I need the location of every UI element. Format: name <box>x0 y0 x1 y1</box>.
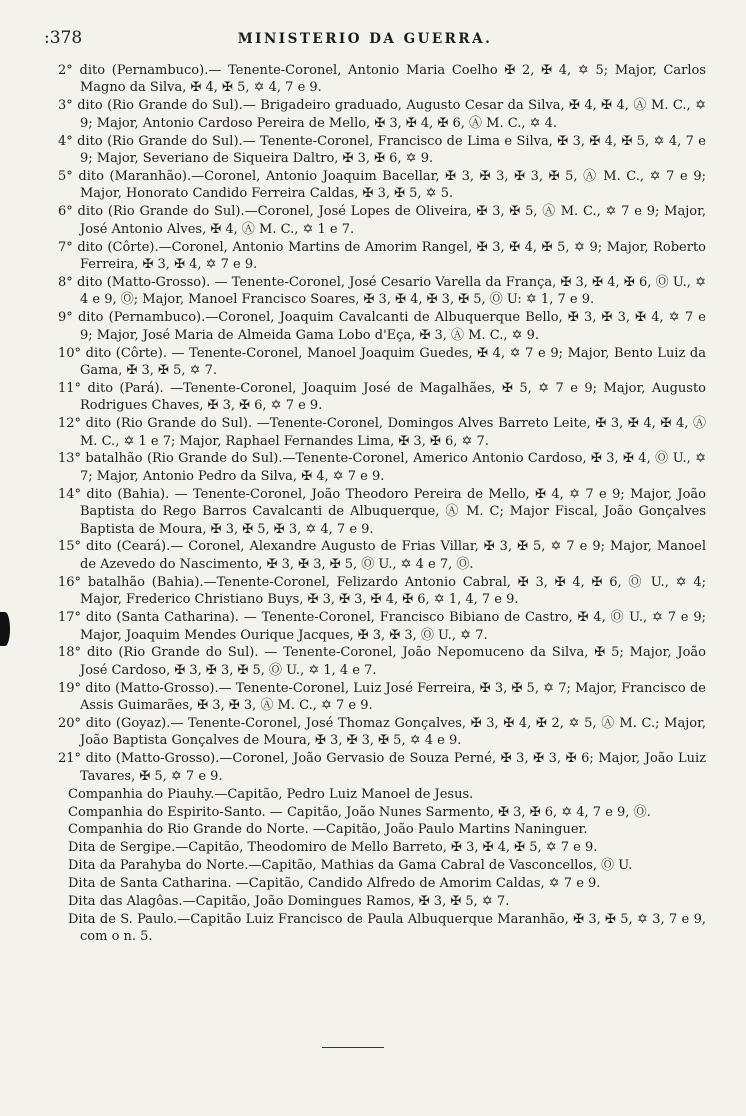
battalion-entry: 12° dito (Rio Grande do Sul). —Tenente-Coronel, Domingos Alves Barreto Leite, ✠ 3, ✠ 4, ✠ 4, Ⓐ M. C., ✡ 1 e 7; Major, Raphael Fernandes Lima, ✠ 3, ✠ 6, ✡ 7. <box>58 416 706 449</box>
company-entry: Dita de Santa Catharina. —Capitão, Candido Alfredo de Amorim Caldas, ✡ 7 e 9. <box>68 876 601 892</box>
company-entry: Companhia do Piauhy.—Capitão, Pedro Luiz Manoel de Jesus. <box>68 786 474 802</box>
battalion-entry: 5° dito (Maranhão).—Coronel, Antonio Joaquim Bacellar, ✠ 3, ✠ 3, ✠ 3, ✠ 5, Ⓐ M. C., ✡ 7 e 9; Major, Honorato Candido Ferreira Caldas, ✠ 3, ✠ 5, ✡ 5. <box>58 168 706 202</box>
page-header <box>44 28 706 62</box>
battalion-entry: 19° dito (Matto-Grosso).— Tenente-Coronel, Luiz José Ferreira, ✠ 3, ✠ 5, ✡ 7; Major, Francisco de Assis Guimarães, ✠ 3, ✠ 3, Ⓐ M. C., ✡ 7 e 9. <box>58 680 706 714</box>
battalion-entry: 6° dito (Rio Grande do Sul).—Coronel, José Lopes de Oliveira, ✠ 3, ✠ 5, Ⓐ M. C., ✡ 7 e 9; Major, José Antonio Alves, ✠ 4, Ⓐ M. C., ✡ 1 e 7. <box>58 204 706 237</box>
battalion-entry: 14° dito (Bahia). — Tenente-Coronel, João Theodoro Pereira de Mello, ✠ 4, ✡ 7 e 9; Major, João Baptista do Rego Barros Cavalcanti de Albuquerque, Ⓐ M. C; Major Fiscal, João Gonçalves Baptista de Moura, ✠ 3, ✠ 5, ✠ 3, ✡ 4, 7 e 9. <box>58 486 706 537</box>
battalion-entry: 13° batalhão (Rio Grande do Sul).—Tenente-Coronel, Americo Antonio Cardoso, ✠ 3, ✠ 4, Ⓞ U., ✡ 7; Major, Antonio Pedro da Silva, ✠ 4, ✡ 7 e 9. <box>58 451 706 484</box>
battalion-entry: 7° dito (Côrte).—Coronel, Antonio Martins de Amorim Rangel, ✠ 3, ✠ 4, ✠ 5, ✡ 9; Major, Roberto Ferreira, ✠ 3, ✠ 4, ✡ 7 e 9. <box>58 239 706 272</box>
battalion-entry: 21° dito (Matto-Grosso).—Coronel, João Gervasio de Souza Perné, ✠ 3, ✠ 3, ✠ 6; Major, João Luiz Tavares, ✠ 5, ✡ 7 e 9. <box>58 751 706 784</box>
battalion-entry: 16° batalhão (Bahia).—Tenente-Coronel, Felizardo Antonio Cabral, ✠ 3, ✠ 4, ✠ 6, Ⓞ U., ✡ 4; Major, Frederico Christiano Buys, ✠ 3, ✠ 3, ✠ 4, ✠ 6, ✡ 1, 4, 7 e 9. <box>58 574 706 608</box>
battalion-entry: 8° dito (Matto-Grosso). — Tenente-Coronel, José Cesario Varella da França, ✠ 3, ✠ 4, ✠ 6, Ⓞ U., ✡ 4 e 9, Ⓞ; Major, Manoel Francisco Soares, ✠ 3, ✠ 4, ✠ 3, ✠ 5, Ⓞ U: ✡ 1, 7 e 9. <box>58 274 706 308</box>
battalion-entry: 9° dito (Pernambuco).—Coronel, Joaquim Cavalcanti de Albuquerque Bello, ✠ 3, ✠ 3, ✠ 4, ✡ 7 e 9; Major, José Maria de Almeida Gama Lobo d'Eça, ✠ 3, Ⓐ M. C., ✡ 9. <box>58 310 706 343</box>
page-number: :378 <box>44 28 83 48</box>
roster-entries <box>58 62 706 946</box>
company-entry: Companhia do Rio Grande do Norte. —Capitão, João Paulo Martins Naninguer. <box>68 822 588 838</box>
battalion-entry: 20° dito (Goyaz).— Tenente-Coronel, José Thomaz Gonçalves, ✠ 3, ✠ 4, ✠ 2, ✡ 5, Ⓐ M. C.; Major, João Baptista Gonçalves de Moura, ✠ 3, ✠ 3, ✠ 5, ✡ 4 e 9. <box>58 716 706 749</box>
company-entry: Dita das Alagôas.—Capitão, João Domingues Ramos, ✠ 3, ✠ 5, ✡ 7. <box>68 894 510 910</box>
end-rule <box>322 1047 384 1048</box>
battalion-entry: 2° dito (Pernambuco).— Tenente-Coronel, Antonio Maria Coelho ✠ 2, ✠ 4, ✡ 5; Major, Carlos Magno da Silva, ✠ 4, ✠ 5, ✡ 4, 7 e 9. <box>58 63 706 96</box>
company-entry: Companhia do Espirito-Santo. — Capitão, João Nunes Sarmento, ✠ 3, ✠ 6, ✡ 4, 7 e 9, Ⓞ. <box>68 804 651 820</box>
battalion-entry: 11° dito (Pará). —Tenente-Coronel, Joaquim José de Magalhães, ✠ 5, ✡ 7 e 9; Major, Augusto Rodrigues Chaves, ✠ 3, ✠ 6, ✡ 7 e 9. <box>58 380 706 414</box>
battalion-entry: 18° dito (Rio Grande do Sul). — Tenente-Coronel, João Nepomuceno da Silva, ✠ 5; Major, João José Cardoso, ✠ 3, ✠ 3, ✠ 5, Ⓞ U., ✡ 1, 4 e 7. <box>58 645 706 678</box>
company-entry: Dita da Parahyba do Norte.—Capitão, Mathias da Gama Cabral de Vasconcellos, Ⓞ U. <box>68 858 633 874</box>
ink-blot <box>0 612 10 646</box>
battalion-entry: 3° dito (Rio Grande do Sul).— Brigadeiro graduado, Augusto Cesar da Silva, ✠ 4, ✠ 4, Ⓐ M. C., ✡ 9; Major, Antonio Cardoso Pereira de Mello, ✠ 3, ✠ 4, ✠ 6, Ⓐ M. C., ✡ 4. <box>58 98 706 131</box>
battalion-entry: 17° dito (Santa Catharina). — Tenente-Coronel, Francisco Bibiano de Castro, ✠ 4, Ⓞ U., ✡ 7 e 9; Major, Joaquim Mendes Ourique Jacques, ✠ 3, ✠ 3, Ⓞ U., ✡ 7. <box>58 610 706 643</box>
battalion-entry: 4° dito (Rio Grande do Sul).— Tenente-Coronel, Francisco de Lima e Silva, ✠ 3, ✠ 4, ✠ 5, ✡ 4, 7 e 9; Major, Severiano de Siqueira Daltro, ✠ 3, ✠ 6, ✡ 9. <box>58 133 706 167</box>
running-title: MINISTERIO DA GUERRA. <box>237 31 493 47</box>
battalion-entry: 15° dito (Ceará).— Coronel, Alexandre Augusto de Frias Villar, ✠ 3, ✠ 5, ✡ 7 e 9; Major, Manoel de Azevedo do Nascimento, ✠ 3, ✠ 3, ✠ 5, Ⓞ U., ✡ 4 e 7, Ⓞ. <box>58 539 706 572</box>
book-page <box>44 28 706 946</box>
company-entry: Dita de Sergipe.—Capitão, Theodomiro de Mello Barreto, ✠ 3, ✠ 4, ✠ 5, ✡ 7 e 9. <box>68 840 598 856</box>
company-entry: Dita de S. Paulo.—Capitão Luiz Francisco de Paula Albuquerque Maranhão, ✠ 3, ✠ 5, ✡ 3, 7 e 9, com o n. 5. <box>68 912 706 945</box>
battalion-entry: 10° dito (Côrte). — Tenente-Coronel, Manoel Joaquim Guedes, ✠ 4, ✡ 7 e 9; Major, Bento Luiz da Gama, ✠ 3, ✠ 5, ✡ 7. <box>58 345 706 378</box>
